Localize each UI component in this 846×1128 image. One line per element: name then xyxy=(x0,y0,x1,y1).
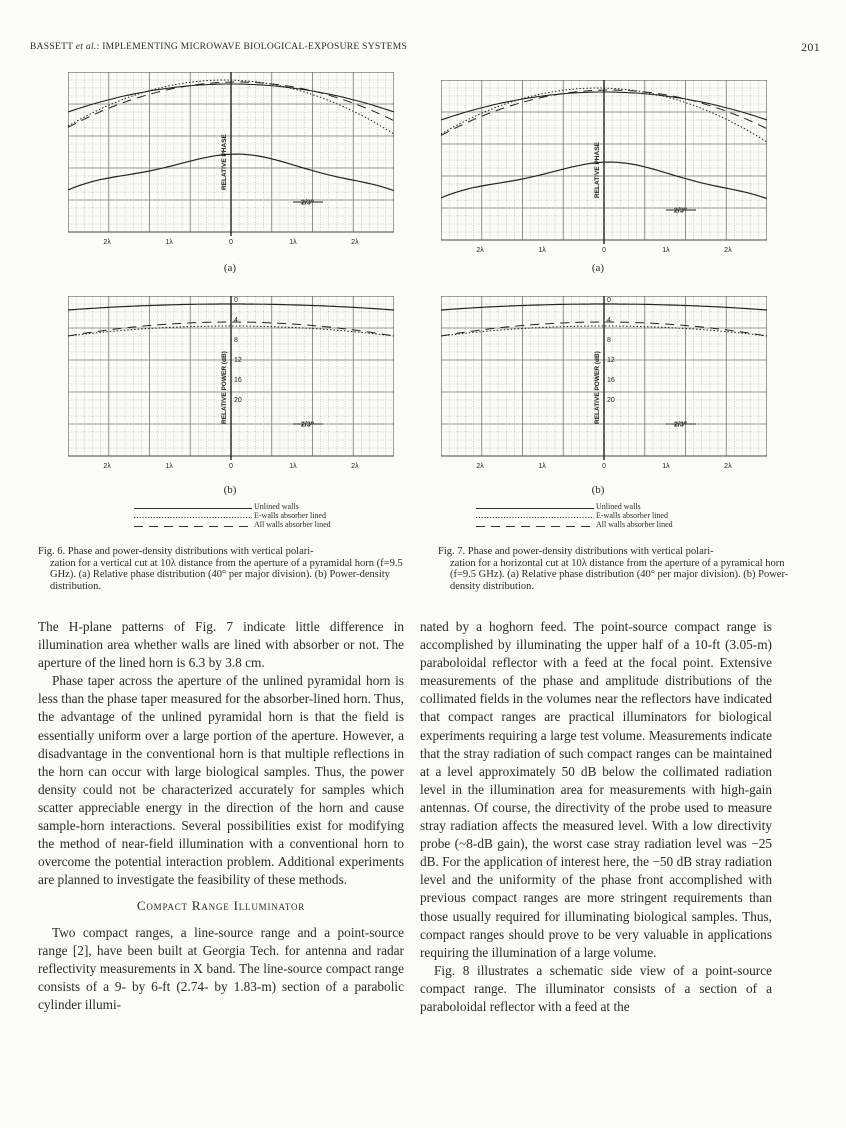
paragraph: Fig. 8 illustrates a schematic side view of a point-source compact range. The illuminator consists of a section of a paraboloidal reflector with a feed at the xyxy=(420,962,772,1014)
x-tick-label: 1λ xyxy=(538,247,546,254)
running-header xyxy=(30,40,820,56)
x-tick-label: 0 xyxy=(602,247,606,254)
legend-entry-e-walls: E-walls absorber lined xyxy=(254,511,326,520)
x-tick-label: 1λ xyxy=(165,463,173,470)
y-tick-label: 0 xyxy=(607,297,611,304)
fig6-a-label: (a) xyxy=(223,262,237,274)
legend-entry-unlined: Unlined walls xyxy=(596,502,641,511)
x-tick-label: 1λ xyxy=(662,247,670,254)
axis-label: RELATIVE PHASE xyxy=(594,142,601,198)
fig7-a-label: (a) xyxy=(591,262,605,274)
x-tick-label: 0 xyxy=(229,463,233,470)
x-tick-label: 1λ xyxy=(165,239,173,246)
x-tick-label: 0 xyxy=(602,463,606,470)
x-tick-label: 0 xyxy=(229,239,233,246)
y-tick-label: 0 xyxy=(234,297,238,304)
x-tick-label: 2λ xyxy=(103,463,111,470)
y-tick-label: 12 xyxy=(607,357,615,364)
section-heading: Compact Range Illuminator xyxy=(136,898,306,914)
axis-label: RELATIVE POWER (dB) xyxy=(221,351,228,424)
x-tick-label: 2λ xyxy=(724,247,732,254)
x-tick-label: 1λ xyxy=(289,463,297,470)
fig7-b-label: (b) xyxy=(591,484,605,496)
axis-label: RELATIVE POWER (dB) xyxy=(594,351,601,424)
fig6-phase-plot xyxy=(68,72,394,266)
fig6-b-label: (b) xyxy=(223,484,237,496)
paragraph: nated by a hoghorn feed. The point-source compact range is accomplished by illuminating the upper half of a 10-ft (3.05-m) paraboloidal reflector with a feed at the focal point. Extensive measurements of the phase and amplitude distributions of the collimated fields in the volumes near the reflectors have indicated that compact ranges are practical illuminators for biological experiments requiring a large test volume. Measurements indicate that the stray radiation of such compact ranges can be maintained at a level approximately 50 dB below the collimated radiation level in the illumination area for measurements with high-gain antennas. Of course, the directivity of the probe used to measure stray radiation affects the measured level. With a low directivity probe (~8-dB gain), the worst case stray radiation level was −25 dB. For the application of interest here, the −50 dB stray radiation level and the uniformity of the phase front accomplished with previous compact ranges are more stringent requirements than those usually required for illuminating biological samples. Thus, compact ranges should prove to be very valuable in applications requiring the illumination of a large volume. xyxy=(420,619,772,960)
x-tick-label: 1λ xyxy=(662,463,670,470)
body-left-column xyxy=(38,618,404,1014)
aperture-marker: 2/3" xyxy=(301,421,315,429)
fig6-legend xyxy=(134,502,331,529)
legend-entry-unlined: Unlined walls xyxy=(254,502,299,511)
legend-entry-all-walls: All walls absorber lined xyxy=(596,520,673,529)
fig7-caption: Fig. 7. Phase and power-density distributions with vertical polari- zation for a horizontal cut at 10λ distance from the aperture of a pyramical horn (f=9.5 GHz). (a) Relative phase distribution (40° per major division). (b) Power-density distribution. xyxy=(438,546,789,592)
fig7-power-plot xyxy=(441,296,767,490)
y-tick-label: 4 xyxy=(234,317,238,324)
legend-entry-e-walls: E-walls absorber lined xyxy=(596,511,668,520)
page-number: 201 xyxy=(801,40,820,54)
fig7-legend xyxy=(476,502,673,529)
running-head: BASSETT et al.: IMPLEMENTING MICROWAVE BIOLOGICAL-EXPOSURE SYSTEMS xyxy=(30,42,408,52)
fig6-caption: Fig. 6. Phase and power-density distributions with vertical polari- zation for a vertical cut at 10λ distance from the aperture of a pyramidal horn (f=9.5 GHz). (a) Relative phase distribution (40° per major division). (b) Power-density distribution. xyxy=(38,546,403,592)
y-tick-label: 20 xyxy=(607,397,615,404)
fig7-phase-plot xyxy=(441,80,767,274)
axis-label: RELATIVE PHASE xyxy=(221,134,228,190)
y-tick-label: 12 xyxy=(234,357,242,364)
phase-plot-svg xyxy=(68,72,394,266)
y-tick-label: 20 xyxy=(234,397,242,404)
aperture-marker: 2/3" xyxy=(301,199,315,207)
fig6-power-plot xyxy=(68,296,394,490)
x-tick-label: 2λ xyxy=(351,239,359,246)
x-tick-label: 2λ xyxy=(724,463,732,470)
x-tick-label: 2λ xyxy=(351,463,359,470)
paragraph: Two compact ranges, a line-source range and a point-source range [2], have been built at Georgia Tech. for antenna and radar reflectivity measurements in X band. The line-source compact range consists of a 9- by 6-ft (2.74- by 1.83-m) section of a parabolic cylinder illumi- xyxy=(38,924,404,1012)
y-tick-label: 16 xyxy=(607,377,615,384)
paragraph: Phase taper across the aperture of the unlined pyramidal horn is less than the phase taper measured for the absorber-lined horn. Thus, the advantage of the unlined pyramidal horn is that the field is essentially uniform over a large portion of the aperture. However, a disadvantage in the conventional horn is that multiple reflections in the horn can occur with large biological samples. Thus, the power density could not be characterized accurately for samples which scatter appreciable energy in the direction of the horn and cause sample-horn interactions. Several possibilities exist for modifying the method of near-field illumination with a conventional horn to overcome the potential interaction problem. Additional experiments are planned to investigate the feasibility of these methods. xyxy=(38,673,404,888)
power-plot-svg xyxy=(68,296,394,490)
x-tick-label: 1λ xyxy=(289,239,297,246)
x-tick-label: 2λ xyxy=(476,247,484,254)
body-right-column xyxy=(420,618,772,1016)
aperture-marker: 2/3" xyxy=(674,421,688,429)
aperture-marker: 2/3" xyxy=(674,207,688,215)
phase-plot-svg xyxy=(441,80,767,274)
paragraph: The H-plane patterns of Fig. 7 indicate little difference in illumination area whether walls are lined with absorber or not. The aperture of the lined horn is 6.3 by 3.8 cm. xyxy=(38,619,404,671)
y-tick-label: 8 xyxy=(607,337,611,344)
x-tick-label: 2λ xyxy=(103,239,111,246)
x-tick-label: 1λ xyxy=(538,463,546,470)
legend-entry-all-walls: All walls absorber lined xyxy=(254,520,331,529)
power-plot-svg xyxy=(441,296,767,490)
y-tick-label: 16 xyxy=(234,377,242,384)
x-tick-label: 2λ xyxy=(476,463,484,470)
y-tick-label: 4 xyxy=(607,317,611,324)
y-tick-label: 8 xyxy=(234,337,238,344)
